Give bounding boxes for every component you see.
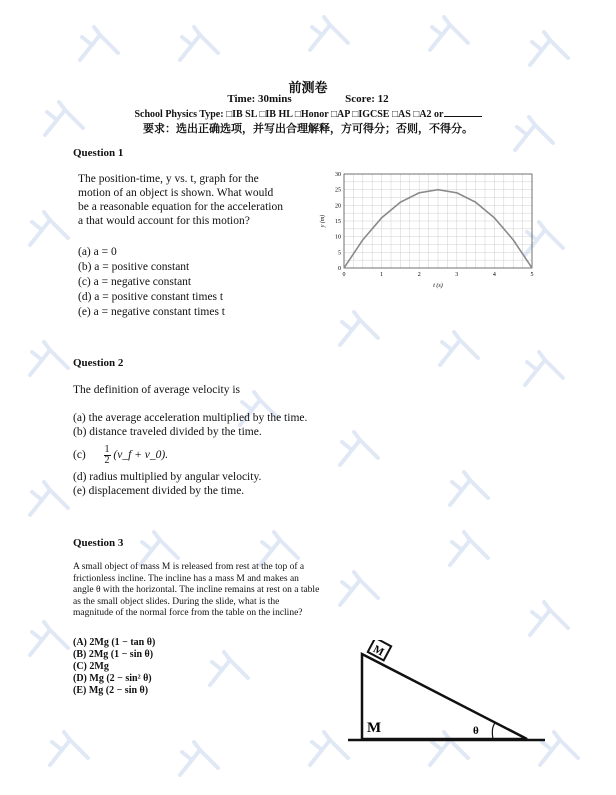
watermark-logo-icon — [440, 520, 500, 580]
watermark-logo-icon — [330, 420, 390, 480]
q2-option-d: (d) radius multiplied by angular velocity. — [73, 470, 261, 484]
watermark-logo-icon — [20, 330, 80, 390]
y-tick-label: 15 — [335, 219, 341, 225]
watermark-logo-icon — [20, 200, 80, 260]
y-tick-label: 20 — [335, 203, 341, 209]
x-tick-label: 1 — [380, 272, 383, 278]
q3-stem-line: magnitude of the normal force from the table on the incline? — [73, 608, 373, 620]
q2-option-c-letter: (c) — [73, 449, 86, 461]
y-axis-label: y (m) — [319, 215, 326, 229]
angle-label: θ — [473, 725, 479, 737]
x-tick-label: 5 — [531, 272, 534, 278]
score-label: Score: 12 — [345, 93, 388, 105]
watermark-logo-icon — [70, 15, 130, 75]
q1-stem-line: a that would account for this motion? — [78, 214, 318, 228]
fraction-denominator: 2 — [104, 456, 111, 466]
q3-option-c: (C) 2Mg — [73, 661, 109, 673]
fraction-expression: (v_f + v_0). — [113, 449, 168, 461]
y-tick-label: 30 — [335, 172, 341, 178]
q3-stem-line: angle θ with the horizontal. The incline remains at rest on a table — [73, 585, 373, 597]
q3-stem — [73, 562, 373, 620]
watermark-logo-icon — [330, 300, 390, 360]
physics-type-text: School Physics Type: □IB SL □IB HL □Honor □AP □IGCSE □AS □A2 or — [134, 109, 443, 120]
watermark-logo-icon — [520, 20, 580, 80]
x-tick-label: 2 — [418, 272, 421, 278]
watermark-logo-icon — [40, 720, 100, 780]
watermark-logo-icon — [20, 470, 80, 530]
time-label: Time: 30mins — [227, 93, 291, 105]
q2-stem: The definition of average velocity is — [73, 383, 240, 397]
type-blank — [444, 107, 482, 117]
watermark-logo-icon — [440, 460, 500, 520]
q1-heading: Question 1 — [73, 147, 123, 159]
x-tick-label: 3 — [455, 272, 458, 278]
y-tick-label: 10 — [335, 235, 341, 241]
watermark-logo-icon — [170, 730, 230, 790]
watermark-logo-icon — [170, 15, 230, 75]
q2-option-c — [73, 445, 168, 466]
q1-option-e: (e) a = negative constant times t — [78, 305, 225, 319]
x-axis-label: t (s) — [433, 282, 443, 289]
q2-heading: Question 2 — [73, 357, 123, 369]
incline-mass-label: M — [367, 720, 381, 736]
q1-stem-line: motion of an object is shown. What would — [78, 186, 318, 200]
requirement-line: 要求：选出正确选项，并写出合理解释，方可得分；否则，不得分。 — [0, 120, 616, 136]
q1-option-d: (d) a = positive constant times t — [78, 290, 223, 304]
watermark-logo-icon — [420, 5, 480, 65]
small-block — [368, 640, 391, 660]
q3-heading: Question 3 — [73, 537, 123, 549]
q1-stem-line: be a reasonable equation for the acceleration — [78, 200, 318, 214]
q2-option-e: (e) displacement divided by the time. — [73, 484, 244, 498]
q3-option-e: (E) Mg (2 − sin θ) — [73, 685, 148, 697]
q3-option-a: (A) 2Mg (1 − tan θ) — [73, 637, 155, 649]
fraction-numerator: 1 — [104, 445, 111, 456]
position-time-chart — [318, 168, 540, 293]
chart-grid — [344, 174, 532, 268]
q3-stem-line: A small object of mass M is released from rest at the top of a — [73, 562, 373, 574]
physics-type-line — [0, 107, 616, 120]
watermark-logo-icon — [515, 340, 575, 400]
watermark-logo-icon — [300, 5, 360, 65]
block-mass-label: M — [371, 643, 386, 659]
watermark-logo-icon — [200, 640, 260, 700]
q2-option-a: (a) the average acceleration multiplied by the time. — [73, 411, 307, 425]
angle-arc — [492, 723, 495, 739]
q1-option-c: (c) a = negative constant — [78, 275, 191, 289]
q3-stem-line: as the small object slides. During the slide, what is the — [73, 597, 373, 609]
page-title: 前测卷 — [0, 77, 616, 96]
q1-stem-line: The position-time, y vs. t, graph for the — [78, 172, 318, 186]
y-tick-label: 5 — [338, 250, 341, 256]
q1-option-a: (a) a = 0 — [78, 245, 117, 259]
y-tick-label: 0 — [338, 266, 341, 272]
incline-diagram — [345, 640, 550, 748]
watermark-logo-icon — [20, 610, 80, 670]
x-tick-label: 0 — [343, 272, 346, 278]
q3-stem-line: frictionless incline. The incline has a mass M and makes an — [73, 574, 373, 586]
q3-option-d: (D) Mg (2 − sin² θ) — [73, 673, 152, 685]
incline-wedge — [362, 654, 527, 739]
time-score-line — [0, 93, 616, 105]
q1-option-b: (b) a = positive constant — [78, 260, 189, 274]
q2-option-b: (b) distance traveled divided by the time. — [73, 425, 262, 439]
half-fraction — [104, 445, 111, 466]
x-tick-label: 4 — [493, 272, 496, 278]
y-tick-label: 25 — [335, 188, 341, 194]
q3-option-b: (B) 2Mg (1 − sin θ) — [73, 649, 153, 661]
watermark-logo-icon — [430, 320, 490, 380]
q1-stem — [78, 172, 318, 228]
